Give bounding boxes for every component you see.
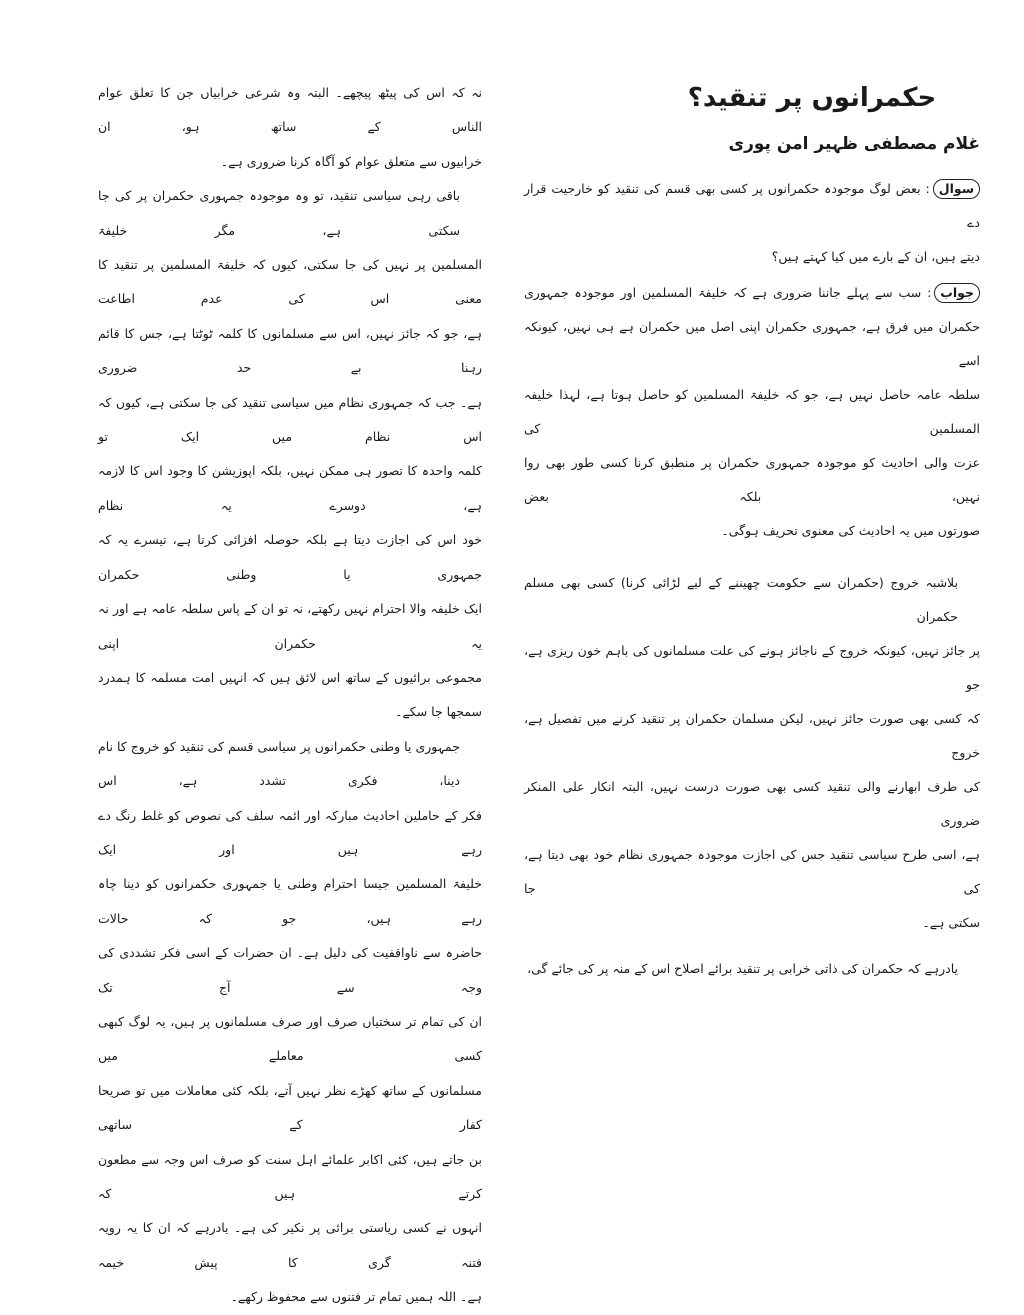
paragraph-khuruj bbox=[524, 566, 980, 940]
text-line: بن جاتے ہیں، کئی اکابر علمائے اہل سنت کو صرف اس وجہ سے مطعون کرتے ہیں کہ bbox=[98, 1151, 482, 1201]
text-line: ان کی تمام تر سختیاں صرف اور صرف مسلمانوں پر ہیں، یہ لوگ کبھی کسی معاملے میں bbox=[98, 1013, 482, 1064]
text-line: مجموعی برائیوں کے ساتھ اس لائق ہیں کہ انہیں امت مسلمہ کا ہمدرد سمجھا جا سکے۔ bbox=[98, 669, 482, 720]
text-line: مسلمانوں کے ساتھ کھڑے نظر نہیں آتے، بلکہ کئی معاملات میں تو صریحا کفار کے ساتھی bbox=[98, 1082, 482, 1133]
text-line: پر جائز نہیں، کیونکہ خروج کے ناجائز ہونے کی علت مسلمانوں کی باہم خون ریزی ہے، جو bbox=[524, 643, 980, 692]
text-line: کلمہ واحدہ کا تصور ہی ممکن نہیں، بلکہ اپوزیشن کا وجود اس کا لازمہ ہے، دوسرے یہ نظام bbox=[98, 463, 482, 513]
answer-badge: جواب bbox=[934, 283, 980, 303]
text-line: فکر کے حاملین احادیث مبارکہ اور ائمہ سلف کی نصوص کو غلط رنگ دے رہے ہیں اور ایک bbox=[98, 807, 482, 857]
article-title: حکمرانوں پر تنقید؟ bbox=[687, 83, 937, 113]
answer-line: حکمران میں فرق ہے، جمہوری حکمران اپنی اصل میں حکمران ہے ہی نہیں، کیونکہ اسے bbox=[524, 319, 980, 368]
answer-line: سلطہ عامہ حاصل نہیں ہے، جو کہ خلیفۃ المسلمین کو حاصل ہوتا ہے، لہذا خلیفہ المسلمین کی bbox=[524, 387, 980, 436]
text-line: ہے۔ اللہ ہمیں تمام تر فتنوں سے محفوظ رکھے۔ bbox=[230, 1289, 482, 1305]
text-line: کی طرف ابھارنے والی تنقید کسی بھی صورت درست نہیں، البتہ انکار علی المنکر ضروری bbox=[524, 779, 980, 828]
question-text: : بعض لوگ موجودہ حکمرانوں پر کسی بھی قسم کی تنقید کو خارجیت قرار دے bbox=[524, 181, 980, 230]
text-line: خلیفۃ المسلمین جیسا احترام وطنی یا جمہوری حکمرانوں کو دینا چاہ رہے ہیں، جو کہ حالات bbox=[98, 876, 482, 926]
text-line: بلاشبہ خروج (حکمران سے حکومت چھیننے کے لیے لڑائی کرنا) کسی بھی مسلم حکمران bbox=[524, 575, 958, 624]
question-badge: سوال bbox=[933, 179, 980, 199]
text-line: یادرہے کہ حکمران کی ذاتی خرابی پر تنقید برائے اصلاح اس کے منہ پر کی جائے گی، bbox=[527, 961, 958, 976]
text-line: باقی رہی سیاسی تنقید، تو وہ موجودہ جمہوری حکمران پر کی جا سکتی ہے، مگر خلیفۃ bbox=[98, 188, 460, 238]
question-line bbox=[524, 172, 980, 240]
text-line: خرابیوں سے متعلق عوام کو آگاہ کرنا ضروری ہے۔ bbox=[220, 153, 482, 169]
answer-line: صورتوں میں یہ احادیث کی معنوی تحریف ہوگی۔ bbox=[721, 523, 980, 538]
paragraph-reminder bbox=[524, 952, 980, 986]
text-line: خود اس کی اجازت دیتا ہے بلکہ حوصلہ افزائی کرتا ہے، تیسرے یہ کہ جمہوری یا وطنی حکمران bbox=[98, 532, 482, 582]
text-line: ایک خلیفہ والا احترام نہیں رکھتے، نہ تو ان کے پاس سلطہ عامہ ہے اور نہ یہ حکمران اپنی bbox=[98, 601, 482, 651]
text-line: کہ کسی بھی صورت جائز نہیں، لیکن مسلمان حکمران پر تنقید کرنے میں تفصیل ہے، خروج bbox=[524, 711, 980, 760]
text-line: المسلمین پر نہیں کی جا سکتی، کیوں کہ خلیفۃ المسلمین پر تنقید کا معنی اس کی عدم اطاعت bbox=[98, 257, 482, 307]
text-line: ہے۔ جب کہ جمہوری نظام میں سیاسی تنقید کی جا سکتی ہے، کیوں کہ اس نظام میں ایک تو bbox=[98, 394, 482, 445]
text-line: ہے، اسی طرح سیاسی تنقید جس کی اجازت موجودہ جمہوری نظام خود بھی دیتا ہے، کی جا bbox=[524, 847, 980, 896]
answer-line: عزت والی احادیث کو موجودہ جمہوری حکمران پر منطبق کرنا کسی طور بھی روا نہیں، بلکہ بعض bbox=[524, 455, 980, 504]
author-name: غلام مصطفی ظہیر امن پوری bbox=[728, 134, 980, 154]
left-column bbox=[98, 76, 482, 1315]
question-line: دیتے ہیں، ان کے بارے میں کیا کہتے ہیں؟ bbox=[771, 249, 980, 264]
right-column bbox=[524, 76, 980, 986]
question-block bbox=[524, 172, 980, 274]
answer-text: : سب سے پہلے جاننا ضروری ہے کہ خلیفۃ المسلمین اور موجودہ جمہوری bbox=[524, 285, 932, 300]
text-line: جمہوری یا وطنی حکمرانوں پر سیاسی قسم کی تنقید کو خروج کا نام دینا، فکری تشدد ہے، اس bbox=[97, 738, 460, 789]
text-line: نہ کہ اس کی پیٹھ پیچھے۔ البتہ وہ شرعی خرابیاں جن کا تعلق عوام الناس کے ساتھ ہو، ان bbox=[98, 85, 482, 135]
text-line: سکتی ہے۔ bbox=[922, 915, 980, 930]
answer-block bbox=[524, 276, 980, 548]
text-line: ہے، جو کہ جائز نہیں، اس سے مسلمانوں کا کلمہ ٹوٹتا ہے، جس کا قائم رہنا بے حد ضروری bbox=[98, 325, 482, 376]
text-line: انہوں نے کسی ریاستی برائی پر نکیر کی ہے۔ یادرہے کہ ان کا یہ رویہ فتنہ گری کا پیش خیمہ bbox=[98, 1220, 482, 1270]
text-line: حاضرہ سے ناواقفیت کی دلیل ہے۔ ان حضرات کے اسی فکر تشددی کی وجہ سے آج تک bbox=[98, 945, 482, 995]
answer-line bbox=[524, 276, 980, 310]
